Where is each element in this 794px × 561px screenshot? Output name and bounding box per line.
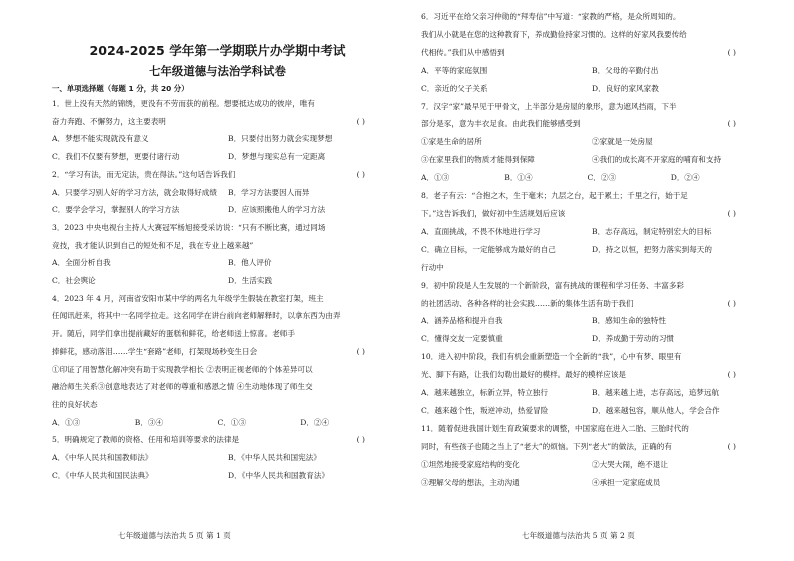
answer-paren: ( )	[727, 370, 736, 380]
q1-options-row1	[52, 130, 383, 148]
option-c[interactable]: C．①③	[217, 417, 247, 427]
question-7	[421, 98, 754, 188]
answer-paren: ( )	[727, 47, 736, 57]
q4-line1: 4．2023 年 4 月，河南省安阳市某中学的两名九年级学生假装在教室打架，班主	[52, 293, 324, 303]
q8-line2: 下。”这告诉我们，做好初中生活规划后应该 ( )	[421, 205, 754, 223]
q6-options-row1	[421, 62, 754, 80]
answer-paren: ( )	[727, 441, 736, 451]
q11-line1: 11．随着促进我国计划生育政策要求的调整，中国家庭在进入二胎、三胎时代的	[421, 423, 689, 433]
q8-option-d-continued: 行动中	[421, 262, 444, 272]
q10-line1: 10．进入初中阶段，我们有机会重新塑造一个全新的“我”，心中有梦、眼里有	[421, 352, 682, 362]
q4-line7: 往的良好状态	[52, 399, 98, 409]
question-11	[421, 420, 754, 492]
q2-options-row1	[52, 184, 383, 202]
q8-line1: 8．老子有云：“合抱之木，生于毫末；九层之台，起于累土；千里之行，始于足	[421, 191, 688, 201]
option-b[interactable]: B．越来越上进，志存高远，追梦远航	[592, 388, 720, 398]
q10-options-row2	[421, 402, 754, 420]
option-d[interactable]: D．养成勤于劳动的习惯	[592, 334, 675, 344]
option-c[interactable]: C．确立目标，一定能够成为最好的自己	[421, 244, 556, 254]
q6-line2: 我们从小就是在您的这种教育下，养成勤俭持家习惯的。这样的好家风我要传给	[421, 29, 687, 39]
answer-paren: ( )	[727, 119, 736, 129]
statement-1: ①坦然地接受家庭结构的变化	[421, 459, 520, 469]
q4-line4: 捧鲜花，感动落泪……学生“套路”老师，打架现场秒变生日会 ( )	[52, 343, 383, 361]
option-b[interactable]: B．他人评价	[228, 258, 272, 268]
option-a[interactable]: A．只要学习别人好的学习方法，就会取得好成绩	[52, 187, 217, 197]
option-b[interactable]: B．感知生命的独特性	[592, 316, 666, 326]
q10-line2: 光、脚下有路，让我们勾勒出最好的模样。最好的模样应该是 ( )	[421, 366, 754, 384]
q11-statements-row1	[421, 456, 754, 474]
q1-options-row2	[52, 148, 383, 166]
answer-paren: ( )	[727, 208, 736, 218]
q6-line1: 6．习近平在给父亲习仲勋的“拜寿信”中写道：“家教的严格，是众所周知的。	[421, 12, 681, 21]
q6-options-row2	[421, 80, 754, 98]
option-d[interactable]: D．持之以恒，把努力落实到每天的	[592, 244, 712, 254]
option-c[interactable]: C．我们不仅要有梦想，更要付诸行动	[52, 152, 180, 162]
option-a[interactable]: A．平等的家庭氛围	[421, 65, 488, 75]
statement-4: ④我们的成长离不开家庭的哺育和支持	[592, 155, 722, 165]
option-d[interactable]: D．生活实践	[228, 276, 273, 286]
answer-paren: ( )	[727, 298, 736, 308]
option-b[interactable]: B．只要付出努力就会实现梦想	[228, 134, 333, 144]
option-b[interactable]: B．志存高远，制定特别宏大的目标	[592, 226, 712, 236]
option-b[interactable]: B．父母的辛勤付出	[592, 65, 659, 75]
answer-paren: ( )	[356, 169, 365, 179]
option-c[interactable]: C．社会舆论	[52, 276, 96, 286]
answer-paren: ( )	[356, 435, 365, 445]
q3-options-row1	[52, 254, 383, 272]
q11-line2: 同时，有些孩子也随之当上了“老大”的烦恼。下列“老大”的做法，正确的有 ( )	[421, 438, 754, 456]
option-b[interactable]: B．①④	[504, 173, 533, 183]
option-d[interactable]: D．《中华人民共和国教育法》	[228, 470, 330, 480]
option-d[interactable]: D．梦想与现实总有一定距离	[228, 152, 326, 162]
q4-line6: 融洽师生关系③创意地表达了对老师的尊重和感恩之情 ④生动地体现了师生交	[52, 382, 313, 392]
q6-line3: 代相传。”我们从中感悟到 ( )	[421, 44, 754, 62]
option-d[interactable]: D．应该照搬他人的学习方法	[228, 205, 326, 215]
exam-title: 2024-2025 学年第一学期联片办学期中考试	[89, 43, 346, 58]
option-c[interactable]: C．《中华人民共和国民法典》	[52, 470, 153, 480]
q8-options-row1	[421, 223, 754, 241]
option-a[interactable]: A．①③	[52, 417, 81, 427]
option-a[interactable]: A．《中华人民共和国教师法》	[52, 453, 153, 463]
option-d[interactable]: D．②④	[670, 173, 700, 183]
answer-paren: ( )	[356, 346, 365, 356]
q10-options-row1	[421, 384, 754, 402]
question-8	[421, 187, 754, 277]
option-a[interactable]: A．涵养品格和提升自我	[421, 316, 503, 326]
q5-options-row1	[52, 449, 383, 467]
option-d[interactable]: D．②④	[300, 417, 330, 427]
q8-options-row2	[421, 241, 754, 259]
page-footer: 七年级道德与法治共 5 页 第 1 页	[118, 531, 231, 540]
option-d[interactable]: D．越来越包容，顺从他人，学会合作	[592, 405, 720, 415]
statement-3: ③理解父母的想法，主动沟通	[421, 477, 520, 487]
q9-line2: 的社团活动、各种各样的社会实践……新的集体生活有助于我们 ( )	[421, 295, 754, 313]
question-6	[421, 8, 754, 98]
page-footer: 七年级道德与法治共 5 页 第 2 页	[522, 531, 635, 540]
option-c[interactable]: C．②③	[587, 173, 617, 183]
q5-line1: 5．明确规定了教师的资格、任用和培训等要求的法律是 ( )	[52, 431, 383, 449]
option-a[interactable]: A．梦想不能实现就没有意义	[52, 134, 149, 144]
question-10	[421, 348, 754, 420]
q1-line1: 1．世上没有天然的锦绣，更没有不劳而获的前程。想要抵达成功的彼岸，唯有	[52, 99, 316, 108]
statement-1: ①家是生命的居所	[421, 137, 482, 147]
q9-line1: 9．初中阶段是人生发展的一个新阶段，富有挑战的课程和学习任务、丰富多彩	[421, 280, 685, 290]
option-c[interactable]: C．亲近的父子关系	[421, 83, 488, 93]
q7-line2: 部分是豕，意为丰衣足食。由此我们能够感受到 ( )	[421, 115, 754, 133]
q4-line2: 任闻讯赶来，将其中一名同学拉走。这名同学在讲台前向老师解释时，以拿东西为由弄	[52, 311, 341, 321]
question-4	[52, 290, 383, 432]
option-c[interactable]: C．越来越个性，叛逆冲动，热爱冒险	[421, 405, 549, 415]
question-9	[421, 277, 754, 349]
q3-line1: 3．2023 中央电视台主持人大赛冠军杨旭接受采访说：“只有不断比赛，通过同场	[52, 222, 326, 232]
statement-3: ③在家里我们的物质才能得到保障	[421, 155, 535, 165]
q4-line5: ①印证了用智慧化解冲突有助于实现教学相长 ②表明正视老师的个体差异可以	[52, 364, 313, 374]
q7-statements-row2	[421, 151, 754, 169]
option-c[interactable]: C．懂得交友一定要慎重	[421, 334, 503, 344]
q2-options-row2	[52, 201, 383, 219]
option-b[interactable]: B．《中华人民共和国宪法》	[228, 453, 321, 463]
question-3	[52, 219, 383, 290]
option-d[interactable]: D．良好的家风家教	[592, 83, 659, 93]
option-a[interactable]: A．①③	[421, 173, 450, 183]
question-1	[52, 95, 383, 166]
q3-line2: 竞技，我才能认识到自己的短处和不足，我在专业上越来越”	[52, 240, 254, 250]
q1-line2: 奋力奔跑、不懈努力，这主要表明 ( )	[52, 113, 383, 131]
option-b[interactable]: B．③④	[134, 417, 164, 427]
q2-line1: 2．“学习有法，而无定法，贵在得法。”这句话告诉我们 ( )	[52, 166, 383, 184]
option-a[interactable]: A．直面挑战，不畏不休地进行学习	[421, 226, 541, 236]
exam-subtitle: 七年级道德与法治学科试卷	[149, 64, 286, 78]
q5-options-row2	[52, 467, 383, 485]
option-c[interactable]: C．要学会学习，掌握别人的学习方法	[52, 205, 180, 215]
q7-line1: 7．汉字“家”最早见于甲骨文，上半部分是房屋的象形，意为遮风挡雨，下半	[421, 101, 677, 111]
q9-options-row2	[421, 330, 754, 348]
statement-2: ②大哭大闹，绝不退让	[592, 459, 668, 469]
q4-line3: 开。随后，同学们拿出提前藏好的蛋糕和鲜花，给老师送上惊喜。老师手	[52, 329, 295, 339]
statement-4: ④承担一定家庭成员	[592, 477, 661, 487]
q7-options	[421, 169, 754, 187]
answer-paren: ( )	[356, 116, 365, 126]
option-b[interactable]: B．学习方法要因人而异	[228, 187, 310, 197]
q3-options-row2	[52, 272, 383, 290]
q11-statements-row2	[421, 474, 754, 492]
right-page	[397, 0, 794, 561]
section-heading: 一、单项选择题（每题 1 分，共 20 分）	[52, 84, 189, 93]
option-a[interactable]: A．越来越独立，标新立异，特立独行	[421, 388, 548, 398]
q7-statements-row1	[421, 133, 754, 151]
statement-2: ②家就是一处房屋	[592, 137, 653, 147]
q9-options-row1	[421, 312, 754, 330]
q4-options	[52, 414, 383, 432]
question-5	[52, 431, 383, 484]
question-2	[52, 166, 383, 219]
option-a[interactable]: A．全面分析自我	[52, 258, 111, 268]
